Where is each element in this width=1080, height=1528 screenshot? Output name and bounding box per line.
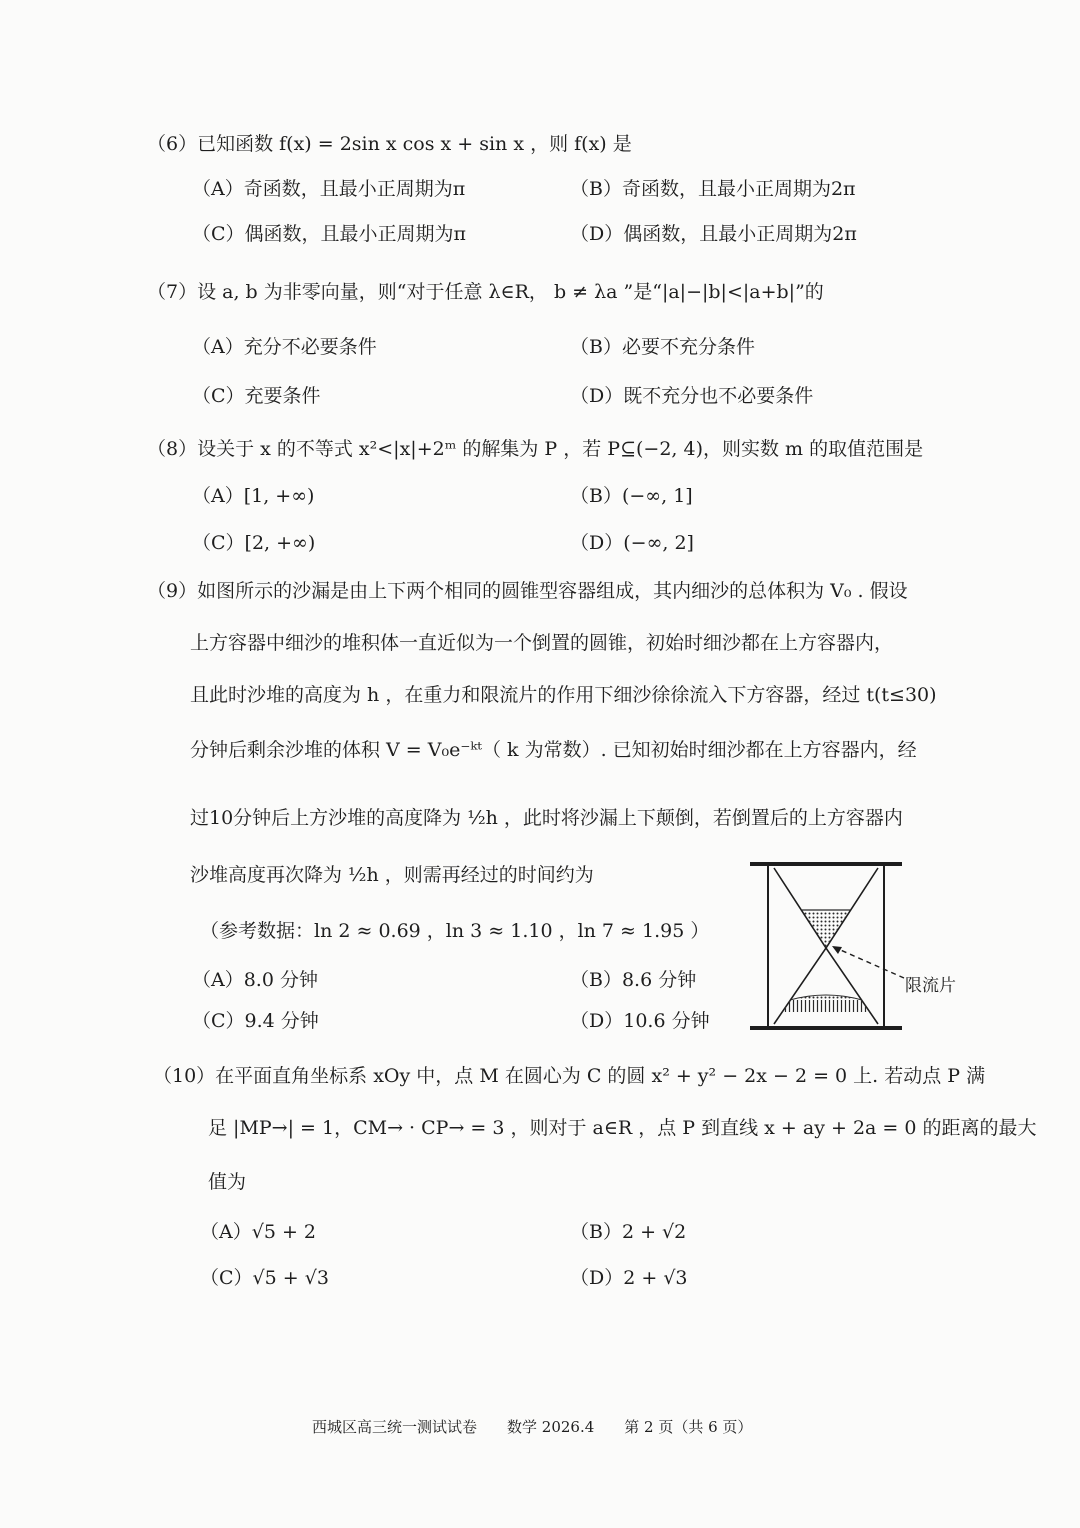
q9-option-a: （A）8.0 分钟 bbox=[192, 969, 318, 991]
q9-line-4: 分钟后剩余沙堆的体积 V = V₀e⁻ᵏᵗ（ k 为常数）. 已知初始时细沙都在上方容器内，经 bbox=[190, 739, 917, 761]
q9-option-c: （C）9.4 分钟 bbox=[192, 1010, 319, 1032]
hourglass-figure bbox=[744, 860, 964, 1035]
q10-option-c: （C）√5 + √3 bbox=[200, 1267, 329, 1289]
q6-option-d: （D）偶函数，且最小正周期为2π bbox=[570, 223, 857, 245]
q10-line-3: 值为 bbox=[208, 1171, 247, 1193]
q6-stem: （6）已知函数 f(x) = 2sin x cos x + sin x ，则 f(x) 是 bbox=[147, 133, 632, 155]
q10-line-1: （10）在平面直角坐标系 xOy 中，点 M 在圆心为 C 的圆 x² + y² − 2x − 2 = 0 上. 若动点 P 满 bbox=[153, 1065, 986, 1087]
hourglass-top-plate bbox=[750, 862, 902, 866]
q9-reference-data: （参考数据：ln 2 ≈ 0.69 ，ln 3 ≈ 1.10 ，ln 7 ≈ 1.95 ） bbox=[200, 920, 710, 942]
q6-option-c: （C）偶函数，且最小正周期为π bbox=[192, 223, 467, 245]
q7-option-b: （B）必要不充分条件 bbox=[570, 336, 755, 358]
q8-option-d: （D）(−∞, 2] bbox=[570, 532, 694, 554]
q8-stem: （8）设关于 x 的不等式 x²<|x|+2ᵐ 的解集为 P ，若 P⊆(−2, 4)，则实数 m 的取值范围是 bbox=[147, 438, 924, 460]
q9-line-5: 过10分钟后上方沙堆的高度降为 ½h ，此时将沙漏上下颠倒，若倒置后的上方容器内 bbox=[190, 807, 903, 829]
hourglass-bottom-plate bbox=[750, 1026, 902, 1030]
figure-label-restrictor: 限流片 bbox=[905, 976, 956, 996]
q10-option-d: （D）2 + √3 bbox=[570, 1267, 688, 1289]
q9-option-d: （D）10.6 分钟 bbox=[570, 1010, 710, 1032]
q6-option-b: （B）奇函数，且最小正周期为2π bbox=[570, 178, 856, 200]
page-footer: 西城区高三统一测试试卷 数学 2026.4 第 2 页（共 6 页） bbox=[312, 1418, 753, 1436]
q8-option-a: （A）[1, +∞) bbox=[192, 485, 315, 507]
restrictor-pointer bbox=[836, 948, 904, 978]
q9-line-2: 上方容器中细沙的堆积体一直近似为一个倒置的圆锥，初始时细沙都在上方容器内， bbox=[190, 632, 894, 654]
q9-line-1: （9）如图所示的沙漏是由上下两个相同的圆锥型容器组成，其内细沙的总体积为 V₀ . 假设 bbox=[147, 580, 908, 602]
lower-sand bbox=[782, 1000, 870, 1012]
q7-stem: （7）设 a, b 为非零向量，则“对于任意 λ∈R， b ≠ λa ”是“|a|−|b|<|a+b|”的 bbox=[147, 281, 824, 303]
q10-option-a: （A）√5 + 2 bbox=[200, 1221, 317, 1243]
q10-line-2: 足 |MP→| = 1，CM→ · CP→ = 3 ，则对于 a∈R ，点 P 到直线 x + ay + 2a = 0 的距离的最大 bbox=[208, 1117, 1037, 1139]
q6-option-a: （A）奇函数，且最小正周期为π bbox=[192, 178, 466, 200]
q8-option-b: （B）(−∞, 1] bbox=[570, 485, 693, 507]
q7-option-c: （C）充要条件 bbox=[192, 385, 321, 407]
q9-line-6: 沙堆高度再次降为 ½h ，则需再经过的时间约为 bbox=[190, 864, 594, 886]
q9-option-b: （B）8.6 分钟 bbox=[570, 969, 697, 991]
restrictor-arrowhead bbox=[832, 946, 842, 954]
q7-option-a: （A）充分不必要条件 bbox=[192, 336, 377, 358]
q9-line-3: 且此时沙堆的高度为 h ，在重力和限流片的作用下细沙徐徐流入下方容器，经过 t(t≤30) bbox=[190, 684, 937, 706]
upper-sand bbox=[802, 910, 850, 948]
q10-option-b: （B）2 + √2 bbox=[570, 1221, 687, 1243]
q7-option-d: （D）既不充分也不必要条件 bbox=[570, 385, 814, 407]
q8-option-c: （C）[2, +∞) bbox=[192, 532, 316, 554]
